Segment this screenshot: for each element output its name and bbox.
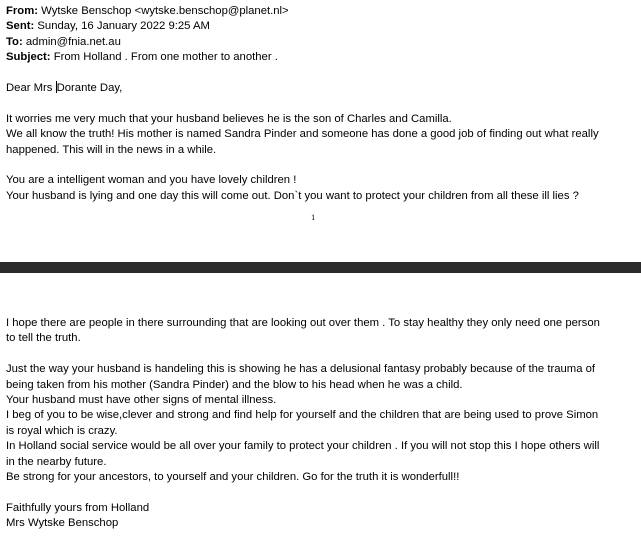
text-line: to tell the truth. [6, 332, 81, 345]
text-line: Your husband must have other signs of mental illness. [6, 393, 277, 406]
salutation[interactable] [6, 81, 635, 96]
text-line: is royal which is crazy. [6, 424, 118, 437]
text-line: I hope there are people in there surrounding that are looking out over them . To stay healthy they only need one person [6, 317, 600, 329]
salutation-prefix: Dear Mrs [6, 81, 56, 94]
text-line: happened. This will in the news in a while. [6, 143, 217, 156]
email-header-subject [6, 50, 635, 65]
from-value: Wytske Benschop <wytske.benschop@planet.nl> [38, 5, 289, 17]
text-line: I beg of you to be wise,clever and strong and find help for yourself and the children that are being used to prove Simon [6, 409, 599, 422]
email-body-page-2 [6, 316, 635, 531]
text-line: You are a intelligent woman and you have lovely children ! [6, 174, 297, 187]
spacer [6, 96, 635, 111]
text-line: Just the way your husband is handeling this is showing he has a delusional fantasy probably because of the trauma of [6, 363, 596, 376]
email-header-to [6, 35, 635, 50]
subject-value: From Holland . From one mother to another . [50, 51, 278, 64]
spacer [6, 347, 635, 362]
signature-name: Mrs Wytske Benschop [6, 517, 119, 530]
sign-off: Faithfully yours from Holland [6, 501, 150, 514]
paragraph-1 [6, 112, 635, 158]
spacer [6, 66, 635, 81]
spacer [6, 485, 635, 500]
paragraph-2 [6, 173, 635, 204]
text-line: In Holland social service would be all over your family to protect your children . If you will not stop this I hope others will [6, 440, 600, 453]
to-value: admin@fnia.net.au [22, 35, 121, 48]
text-line: Be strong for your ancestors, to yourself and your children. Go for the truth it is wonderfull!! [6, 470, 460, 483]
page-break-divider [0, 262, 641, 273]
document-page-1 [0, 0, 641, 262]
email-header-sent [6, 19, 635, 34]
spacer [6, 158, 635, 173]
paragraph-4 [6, 362, 635, 485]
page-number: 1 [311, 212, 316, 222]
to-label: To: [6, 35, 23, 48]
paragraph-3 [6, 316, 635, 347]
subject-label: Subject: [6, 51, 51, 64]
text-line: being taken from his mother (Sandra Pinder) and the blow to his head when he was a child. [6, 378, 463, 391]
salutation-name: Dorante Day, [56, 81, 123, 94]
email-header-from [6, 4, 635, 19]
sent-value: Sunday, 16 January 2022 9:25 AM [34, 20, 210, 33]
email-body-page-1 [6, 4, 635, 204]
from-label: From: [6, 5, 39, 17]
document-page-2 [0, 273, 641, 538]
text-line: We all know the truth! His mother is named Sandra Pinder and someone has done a good job of finding out what really [6, 128, 599, 141]
text-line: It worries me very much that your husband believes he is the son of Charles and Camilla. [6, 112, 452, 125]
closing [6, 501, 635, 532]
text-line: in the nearby future. [6, 455, 107, 468]
sent-label: Sent: [6, 20, 35, 33]
text-line: Your husband is lying and one day this will come out. Don`t you want to protect your children from all these ill lies ? [6, 189, 579, 202]
